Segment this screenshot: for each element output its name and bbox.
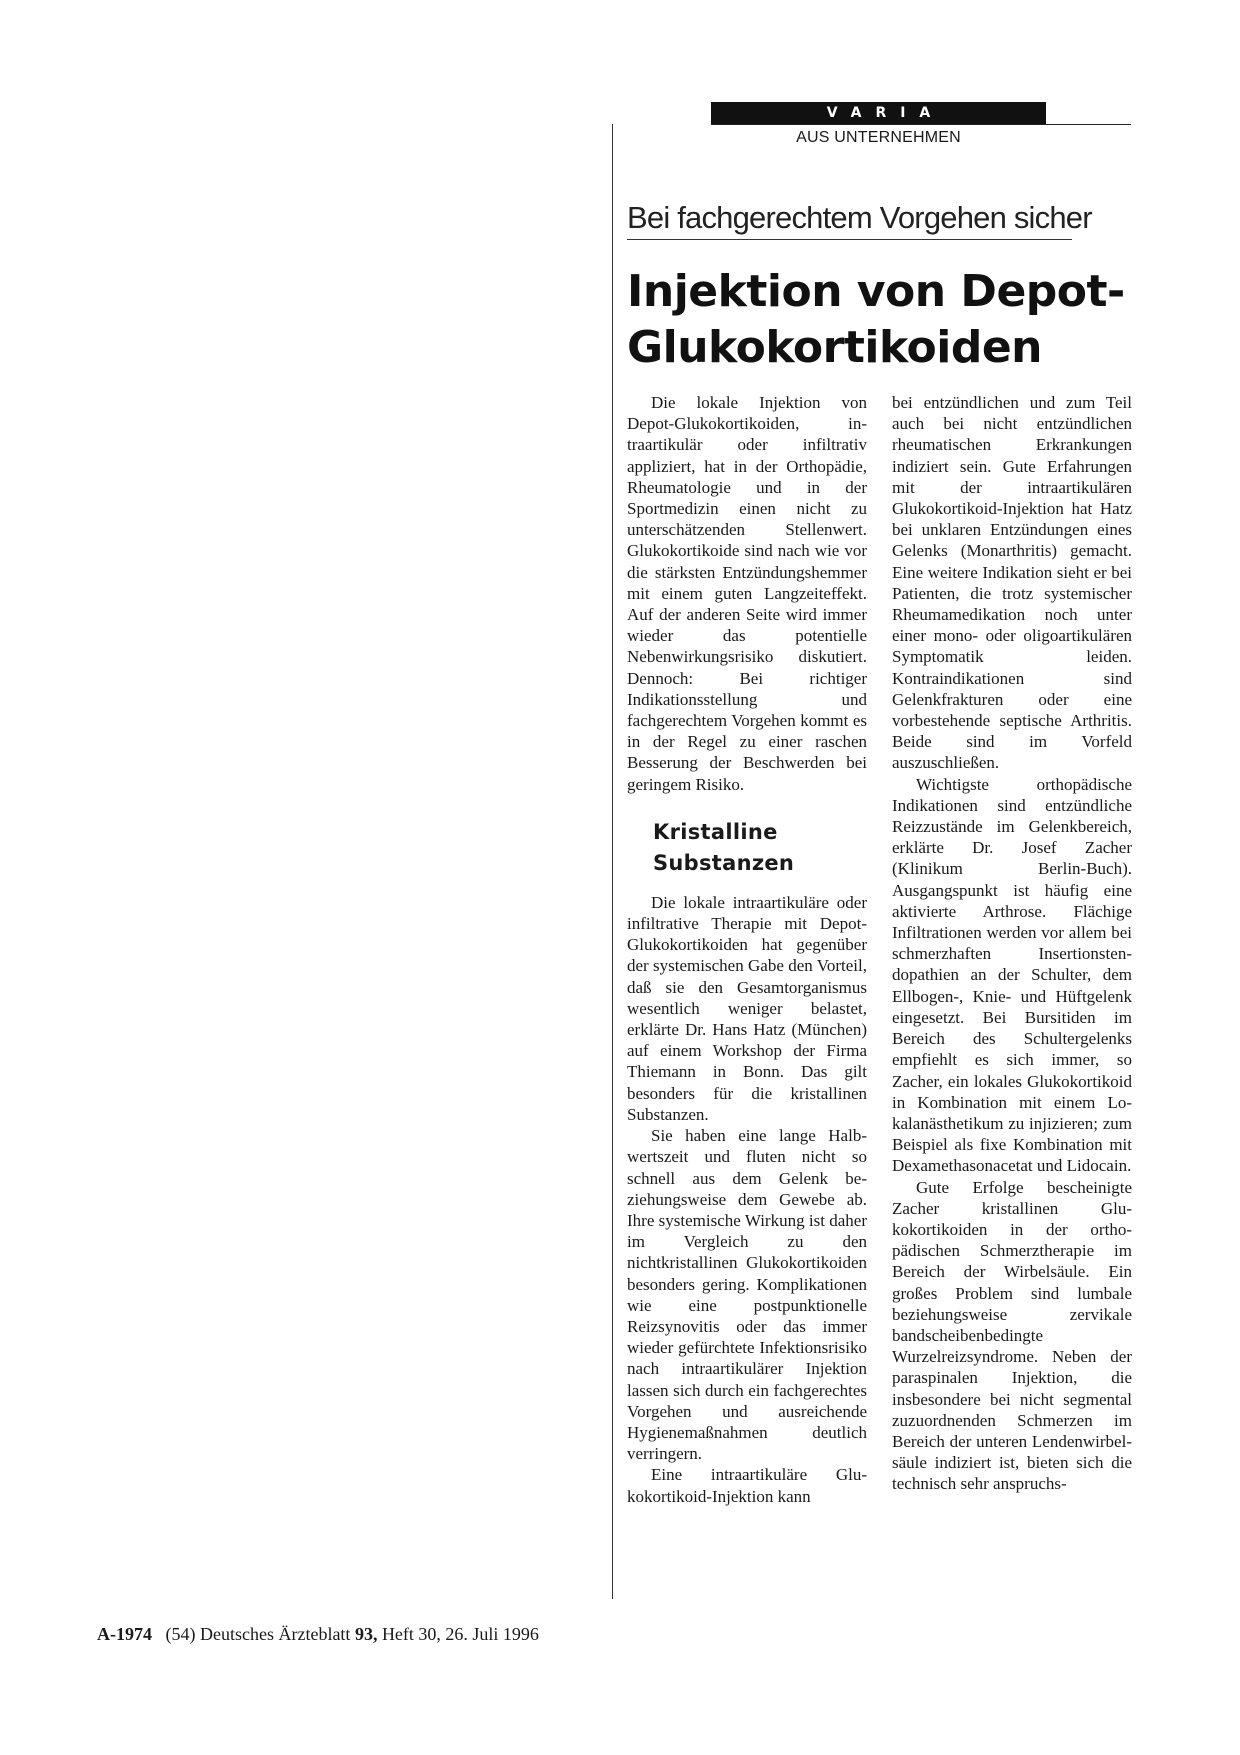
paragraph: Sie haben eine lange Halbwertszeit und fluten nicht so schnell aus dem Gelenk beziehungsweise dem Gewebe ab. Ihre systemische Wirkung ist daher im Vergleich zu den nichtkristallinen Glukokortikoiden besonders gering. Komplikationen wie eine postpunktionelle Reizsynovitis oder das immer wieder gefürchtete Infektionsrisiko nach intraartikulärer Injektion lassen sich durch ein fachgerechtes Vorgehen und ausreichende Hygienemaßnahmen deutlich verringern. <box>627 1126 867 1464</box>
article-headline <box>627 264 1147 376</box>
issue-date: Heft 30, 26. Juli 1996 <box>381 1624 539 1644</box>
paragraph: bei entzündlichen und zum Teil auch bei nicht entzündlichen rheumatischen Erkrankungen indiziert sein. Gute Erfahrungen mit der intraartikulären Glukokortikoid-Injektion hat Hatz bei unklaren Entzündungen eines Gelenks (Monarthritis) gemacht. Eine weitere Indikation sieht er bei Patienten, die trotz systemischer Rheumamedikation noch unter einer mono- oder oligoartikulären Symptomatik leiden. Kontraindikationen sind Gelenkfrakturen oder eine vorbestehende septische Arthritis. Beide sind im Vorfeld auszuschließen. <box>892 393 1132 773</box>
page-footer <box>97 1624 539 1645</box>
page-number: (54) Deutsches Ärzteblatt <box>165 1624 351 1644</box>
paragraph: Eine intraartikuläre Glukokortikoid-Injektion kann <box>627 1465 867 1506</box>
subheading-line-2: Substanzen <box>653 850 795 875</box>
section-rule <box>711 124 1131 125</box>
headline-line-2: Glukokortikoiden <box>627 322 1043 373</box>
column-divider <box>612 124 613 1599</box>
volume-number: 93, <box>354 1624 378 1644</box>
subheading <box>653 817 867 879</box>
subheading-line-1: Kristalline <box>653 819 778 844</box>
page-code: A-1974 <box>97 1624 152 1644</box>
paragraph: Gute Erfolge bescheinigte Zacher kristallinen Glukokortikoiden in der orthopädischen Schmerztherapie im Bereich der Wirbelsäule. Ein großes Problem sind lumbale beziehungsweise zervikale bandscheibenbedingte Wurzelreizsyndrome. Neben der paraspinalen Injektion, die insbesondere bei nicht segmental zuzuordnenden Schmerzen im Bereich der unteren Lendenwirbelsäule indiziert ist, bieten sich die technisch sehr anspruchs- <box>892 1177 1132 1494</box>
paragraph: Wichtigste orthopädische Indikationen sind entzündliche Reizzustände im Gelenkbereich, erklärte Dr. Josef Zacher (Klinikum Berlin-Buch). Ausgangspunkt ist häufig eine aktivierte Arthrose. Flächige Infiltrationen werden vor allem bei schmerzhaften Insertionstendopathien an der Schulter, dem Ellbogen-, Knie- und Hüftgelenk eingesetzt. Bei Bursitiden im Bereich des Schultergelenks empfiehlt es sich immer, so Zacher, ein lokales Glukokortikoid in Kombination mit einem Lokalanästhetikum zu injizieren; zum Beispiel als fixe Kombination mit Dexamethasonacetat und Lidocain. <box>892 774 1132 1176</box>
section-label: VARIA <box>711 102 1046 124</box>
section-sublabel: AUS UNTERNEHMEN <box>796 129 961 146</box>
article-kicker: Bei fachgerechtem Vorgehen sicher <box>627 200 1072 240</box>
article-column-right <box>892 392 1132 1495</box>
headline-line-1: Injektion von Depot- <box>627 266 1125 317</box>
paragraph: Die lokale intraartikuläre oder infiltrative Therapie mit Depot-Glukokortikoiden hat gegenüber der systemischen Gabe den Vorteil, daß sie den Gesamtorganismus wesentlich weniger belastet, erklärte Dr. Hans Hatz (München) auf einem Workshop der Firma Thiemann in Bonn. Das gilt besonders für die kristallinen Substanzen. <box>627 892 867 1124</box>
article-column-left <box>627 392 867 1507</box>
paragraph: Die lokale Injektion von Depot-Glukokortikoiden, intraartikulär oder infiltrativ appliziert, hat in der Orthopädie, Rheumatologie und in der Sportmedizin einen nicht zu unterschätzenden Stellenwert. Glukokortikoide sind nach wie vor die stärksten Entzündungshemmer mit einem guten Langzeiteffekt. Auf der anderen Seite wird immer wieder das potentielle Nebenwirkungsrisiko diskutiert. Dennoch: Bei richtiger Indikationsstellung und fachgerechtem Vorgehen kommt es in der Regel zu einer raschen Besserung der Beschwerden bei geringem Risiko. <box>627 393 867 794</box>
